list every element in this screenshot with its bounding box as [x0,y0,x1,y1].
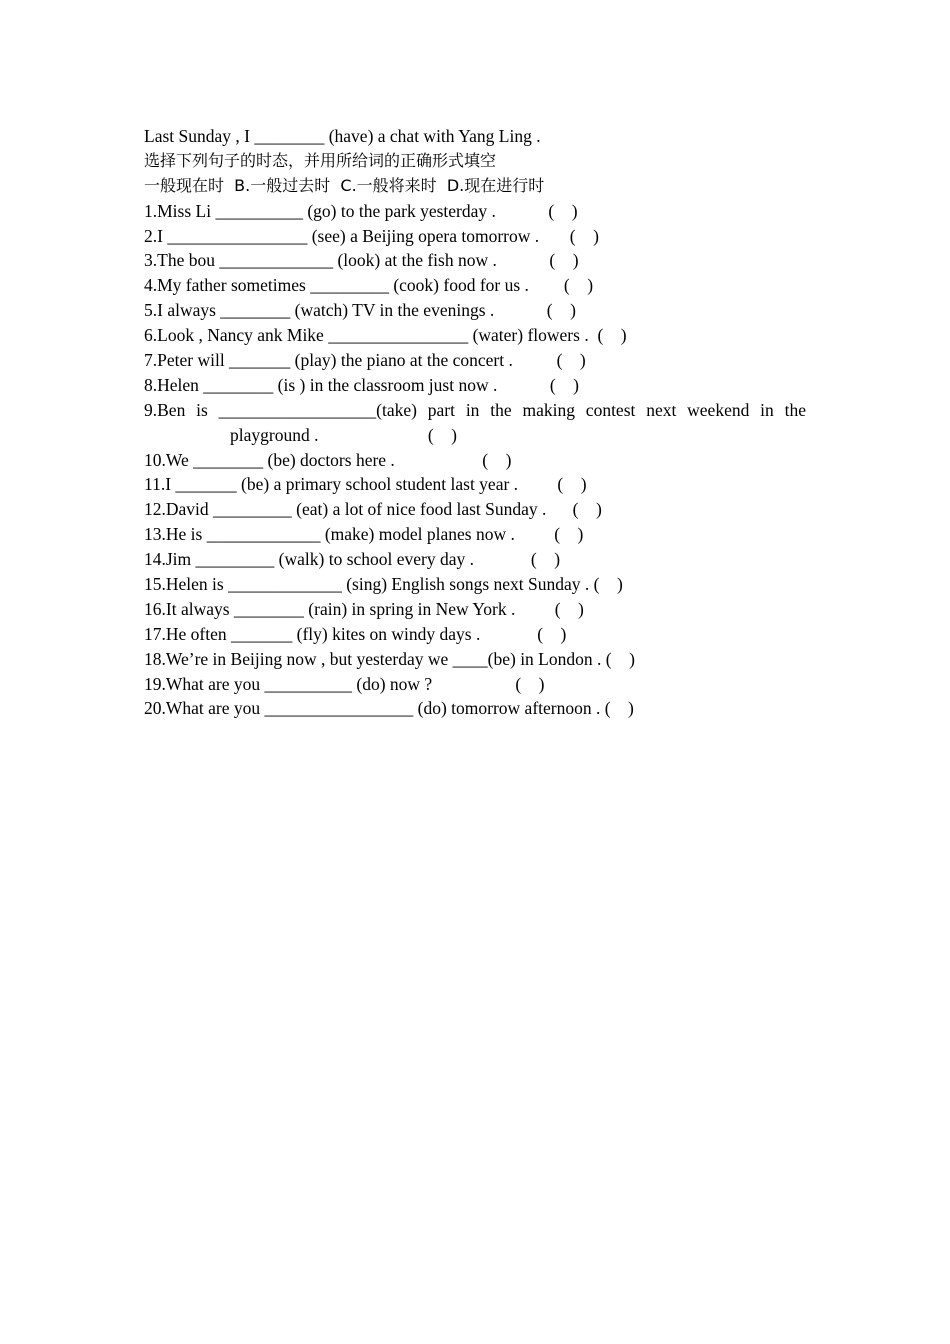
question-16: 16.It always ________ (rain) in spring in New York . ( ) [144,598,584,619]
question-9-continuation: playground . ( ) [230,424,457,445]
question-20: 20.What are you _________________ (do) tomorrow afternoon . ( ) [144,698,634,719]
question-7: 7.Peter will _______ (play) the piano at the concert . ( ) [144,350,586,371]
question-10: 10.We ________ (be) doctors here . ( ) [144,449,512,470]
question-1: 1.Miss Li __________ (go) to the park yesterday . ( ) [144,200,578,221]
question-4: 4.My father sometimes _________ (cook) food for us . ( ) [144,275,594,296]
worksheet [144,124,806,721]
question-9: 9.Ben is __________________(take) part in the making contest next weekend in the [144,399,806,420]
intro-sentence: Last Sunday , I ________ (have) a chat with Yang Ling . [144,126,541,146]
question-12: 12.David _________ (eat) a lot of nice food last Sunday . ( ) [144,499,602,520]
question-14: 14.Jim _________ (walk) to school every day . ( ) [144,549,561,570]
question-5: 5.I always ________ (watch) TV in the evenings . ( ) [144,300,576,321]
question-17: 17.He often _______ (fly) kites on windy days . ( ) [144,623,567,644]
question-11: 11.I _______ (be) a primary school student last year . ( ) [144,474,587,495]
question-19: 19.What are you __________ (do) now ? ( ) [144,673,545,694]
tense-options: 一般现在时 B.一般过去时 C.一般将来时 D.现在进行时 [144,175,545,195]
question-3: 3.The bou _____________ (look) at the fish now . ( ) [144,250,579,271]
instruction-text: 选择下列句子的时态，并用所给词的正确形式填空 [144,150,497,170]
question-15: 15.Helen is _____________ (sing) English songs next Sunday . ( ) [144,574,623,595]
question-8: 8.Helen ________ (is ) in the classroom just now . ( ) [144,374,580,395]
question-2: 2.I ________________ (see) a Beijing opera tomorrow . ( ) [144,225,599,246]
question-13: 13.He is _____________ (make) model planes now . ( ) [144,524,584,545]
question-6: 6.Look , Nancy ank Mike ________________ (water) flowers . ( ) [144,325,627,346]
question-18: 18.We’re in Beijing now , but yesterday we ____(be) in London . ( ) [144,648,635,669]
